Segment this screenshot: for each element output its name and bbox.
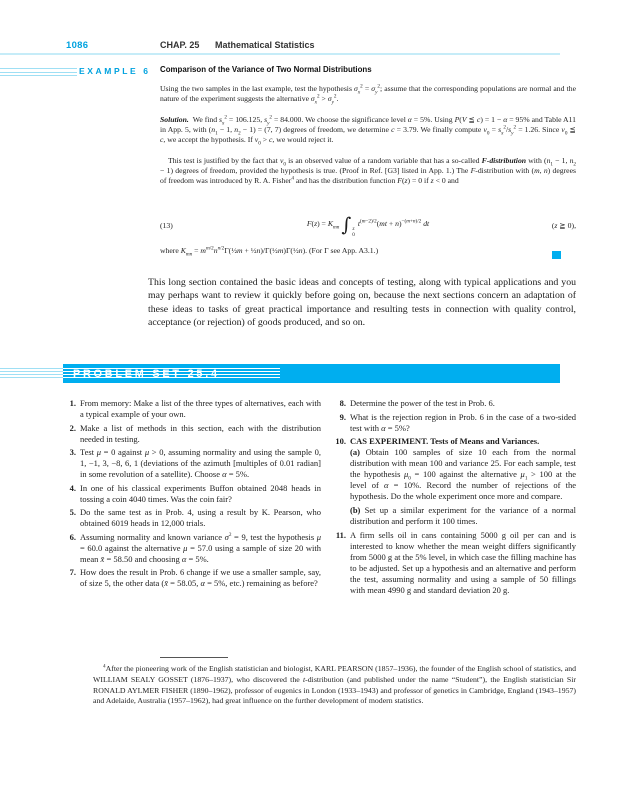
decorative-stripe [0, 377, 63, 378]
footnote-rule [160, 657, 228, 658]
problem-item-10 [333, 436, 576, 527]
problem-number: 5. [69, 507, 76, 517]
example-solution-paragraph: Solution. We find $s_x^2 = 106.125$, $s_y^2 = 84.000$. We choose the significance level α = 5%. Using P(V ≦ c) = 1 − α = 95% and Table A11 in App. 5, with ($n_1 - 1$, $n_2 - 1) = (7$, 7) degrees of freedom, we determine c = 3.79. We finally compute $v_0 = s_x^2/s_y^2 = 1.26$. Since $v_0$ ≦ c, we accept the hypothesis. If $v_0 > c$, we would reject it. [160, 114, 576, 147]
end-of-example-marker [552, 251, 561, 259]
page-number: 1086 [66, 40, 89, 51]
problem-item-9 [333, 412, 576, 434]
problem-set-title: PROBLEM SET 25.4 [73, 368, 220, 380]
decorative-stripe [0, 371, 63, 372]
problem-set-banner [63, 364, 560, 383]
decorative-stripe [0, 68, 77, 69]
problem-text: From memory: Make a list of the three types of alternatives, each with a typical example of your own. [80, 398, 321, 419]
problem-number: 7. [69, 567, 76, 577]
example-intro-paragraph: Using the two samples in the last example, test the hypothesis $\sigma_x^2 = \sigma_y^2$; assume that the corresponding populations are normal and the nature of the experiment suggests the alternative $\sigma_x^2 > \sigma_y^2$. [160, 83, 576, 106]
problems-right-column [333, 398, 576, 598]
problem-number: 3. [69, 447, 76, 457]
equation-where-line: where $K_{mn}$ = $m^{m/2}n^{n/2}\Gamma(\frac{1}{2}m$ + ½n)/Γ(½m)Γ(½n). (For Γ see App. A3.1.) [160, 245, 379, 258]
problem-number: 2. [69, 422, 76, 433]
equation-condition: (z ≧ 0), [551, 221, 576, 230]
problem-text: Do the same test as in Prob. 4, using a result by K. Pearson, who obtained 6019 heads in 12,000 trials. [80, 507, 321, 528]
problem-text: How does the result in Prob. 6 change if we use a smaller sample, say, of size 5, the other data (x̄ = 58.05, α = 5%, etc.) remaining as before? [80, 567, 321, 588]
problem-text: What is the rejection region in Prob. 6 in the case of a two-sided test with α = 5%? [350, 411, 576, 433]
problem-item-4 [63, 483, 321, 505]
problems-left-column [63, 398, 321, 592]
problem-item-5 [63, 507, 321, 529]
problem-number: 4. [69, 482, 76, 493]
problem-number: 11. [335, 529, 346, 540]
problem-item-3 [63, 447, 321, 480]
footnote-text: $^4$After the pioneering work of the English statistician and biologist, KARL PEARSON (1857–1936), the founder of the English school of statistics, and WILLIAM SEALY GOSSET (1876–1937), who discovered the t-distribution (and published under the name “Student”), the English statistician Sir RONALD AYLMER FISHER (1890–1962), professor of eugenics in London (1933–1943) and professor of genetics in Cambridge, England (1943–1957) and Adelaide, Australia (1957–1962), had great influence on the further development of modern statistics. [93, 663, 577, 706]
problem-text: Test μ = 0 against μ > 0, assuming normality and using the sample 0, 1, −1, 3, −8, 6, 1 (deviations of the azimuth [multiples of 0.01 radian] in some revolution of a satellite). Choose α = 5%. [80, 447, 321, 479]
decorative-stripe [0, 72, 77, 73]
example-label: EXAMPLE 6 [79, 66, 151, 76]
problem-item-7 [63, 567, 321, 589]
decorative-stripe [0, 75, 77, 76]
chapter-title: Mathematical Statistics [215, 40, 315, 50]
problem-item-2 [63, 423, 321, 445]
problem-text: Make a list of methods in this section, each with the distribution needed in testing. [80, 422, 321, 444]
problem-number: 9. [339, 411, 346, 422]
problem-number: 1. [69, 398, 76, 408]
problem-number: 10. [335, 436, 346, 446]
problem-item-11 [333, 530, 576, 596]
problem-text: Determine the power of the test in Prob. 6. [350, 398, 495, 408]
problem-item-6 [63, 532, 321, 565]
problem-item-8 [333, 398, 576, 409]
problem-text: A firm sells oil in cans containing 5000 g oil per can and is interested to know whether the mean weight differs significantly from 5000 g at the 5% level, in which case the filling machine has to be adjusted. Set up a hypothesis and an alternative and perform the test, assuming normality and using a sample of 50 fillings with mean 4990 g and standard deviation 20 g. [350, 529, 576, 595]
problem-text: Assuming normality and known variance $\sigma^2 = 9$, test the hypothesis μ = 60.0 against the alternative μ = 57.0 using a sample of size 20 with mean x̄ = 58.50 and choosing α = 5%. [80, 531, 321, 564]
equation-formula: $F(z) = K_{mn}$ ∫ z 0 $t^{(m-2)/2}(mt + n)^{-(m+n)/2}$ dt [306, 214, 430, 238]
example-justification-paragraph: This test is justified by the fact that $v_0$ is an observed value of a random variable that has a so-called F-distribution with ($n_1 - 1$, $n_2 - 1$) degrees of freedom, provided the hypothesis is true. (Proof in Ref. [G3] listed in App. 1.) The F-distribution with (m, n) degrees of freedom was introduced by R. A. Fisher$^4$ and has the distribution function F(z) = 0 if z < 0 and [160, 156, 576, 185]
decorative-stripe [0, 368, 63, 369]
problem-text: CAS EXPERIMENT. Tests of Means and Variances. (a) Obtain 100 samples of size 10 each from the normal distribution with mean 100 and variance 25. For each sample, test the hypothesis $\mu_0 = 100$ against the alternative $\mu_1 > 100$ at the level of α = 10%. Record the number of rejections of the hypothesis. Do the whole experiment once more and compare. (b) Set up a similar experiment for the variance of a normal distribution and perform it 100 times. [350, 436, 577, 526]
problem-text: In one of his classical experiments Buffon obtained 2048 heads in tossing a coin 4040 times. Was the coin fair? [80, 482, 321, 504]
decorative-stripe [0, 374, 63, 375]
header-rule [0, 53, 560, 55]
equation-number: (13) [160, 221, 173, 230]
section-summary-paragraph: This long section contained the basic ideas and concepts of testing, along with typical applications and you may perhaps want to review it quickly before going on, because the next sections concern an adaptation of these ideas to tasks of great practical importance and resulting tests in connection with quality control, acceptance (or rejection) of goods produced, and so on. [148, 277, 576, 329]
chapter-label: CHAP. 25 [160, 40, 200, 50]
problem-item-1 [63, 398, 321, 420]
problem-number: 8. [339, 398, 346, 408]
problem-number: 6. [69, 531, 76, 542]
example-title: Comparison of the Variance of Two Normal Distributions [160, 65, 372, 74]
